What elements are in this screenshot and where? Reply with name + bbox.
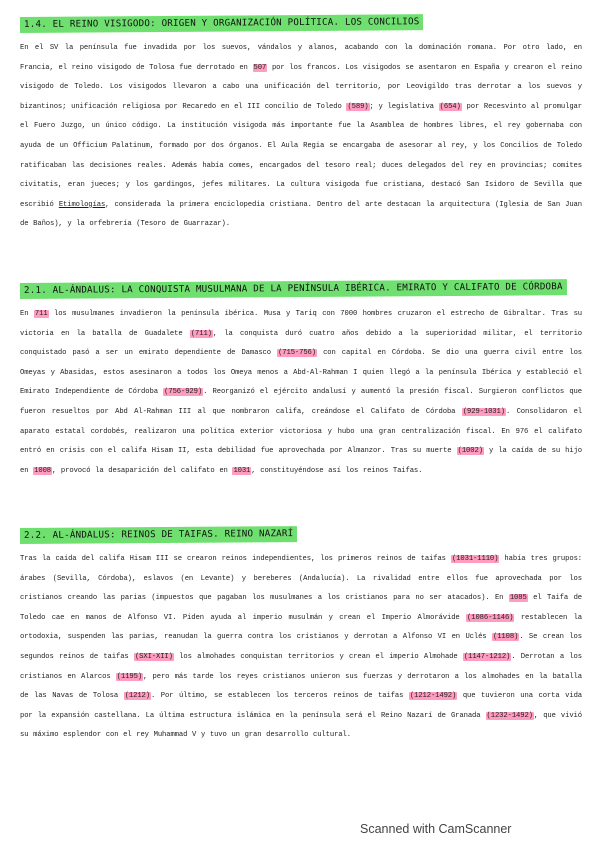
section-al-andalus-conquest	[20, 278, 582, 481]
text-run: En	[20, 310, 34, 318]
highlighted-date: (711)	[190, 329, 212, 338]
highlighted-date: (1108)	[492, 633, 519, 642]
section-heading: 2.2. AL-ÁNDALUS: REINOS DE TAIFAS. REINO NAZARÍ	[20, 526, 297, 544]
text-run: había tres grupos: árabes (Sevilla, Córdoba), eslavos (en Levante) y bereberes (Andalucía). La rivalidad entre ellos fue aprovechada por los cristianos creando las parias (impuestos que pagaban los musulmanes a los cristianos para no ser atacados). En	[20, 555, 582, 603]
text-run: , pero más tarde los reyes cristianos unieron sus fuerzas y derrotaron a los almohades en la batalla de las Navas de Tolosa	[20, 672, 582, 701]
highlighted-date: (1212)	[124, 692, 150, 701]
text-run: , provocó la desaparición del califato en	[52, 466, 233, 475]
highlighted-date: (929-1031)	[462, 407, 505, 416]
highlighted-date: (654)	[439, 102, 461, 111]
text-run: . Por último, se establecen los terceros reinos de taifas	[150, 692, 409, 701]
text-run: que tuvieron una corta vida por la expansión castellana. La última estructura islámica en la península será el Reino Nazarí de Granada	[20, 692, 582, 720]
section-body	[20, 39, 582, 235]
text-run: con capital en Córdoba. Se dio una guerra civil entre los Omeyas y Abasidas, estos asesinaron a todos los Omeya menos a Abd-Al-Rahman I quien llegó a la península Ibérica y estableció el Emirato Independiente de Córdoba	[20, 349, 583, 397]
highlighted-date: (1031-1110)	[451, 555, 499, 563]
section-heading: 1.4. EL REINO VISIGODO: ORIGEN Y ORGANIZACIÓN POLÍTICA. LOS CONCILIOS	[20, 14, 424, 33]
highlighted-date: (1147-1212)	[463, 652, 511, 661]
highlighted-date: (589)	[347, 102, 369, 111]
highlighted-date: (715-756)	[278, 349, 316, 358]
text-run: , considerada la primera enciclopedia cristiana. Dentro del arte destacan la arquitectura (Iglesia de San Juan de Baños), y la orfebrería (Tesoro de Guarrazar).	[20, 200, 582, 229]
highlighted-date: (1086-1146)	[467, 613, 514, 622]
text-run: En el SV la península fue invadida por los suevos, vándalos y alanos, acabando con la dominación romana. Por otro lado, en Francia, el reino visigodo de Tolosa fue derrotado en	[20, 44, 582, 72]
section-body	[20, 305, 582, 481]
text-run: Tras la caída del califa Hisam III se crearon reinos independientes, los primeros reinos de taifas	[20, 555, 451, 563]
highlighted-date: (756-929)	[164, 388, 203, 397]
section-body	[20, 550, 582, 746]
text-run: por Recesvinto al promulgar el Fuero Juzgo, un único código. La institución visigoda más importante fue la Asamblea de hombres libres, el rey gobernaba con ayuda de un Officium Palatinum, formado por dos órganos. El Aula Regia se encargaba de asesorar al rey, y los Concilios de Toledo ratificaban las decisiones reales. Además había comes, encargados del tesoro real; duces delegados del rey en provincias; comites civitatis, eran jueces; y los gardingos, jefes militares. La cultura visigoda fue cristiana, destacó San Isidoro de Sevilla que escribió	[20, 102, 582, 209]
highlighted-date: 507	[253, 63, 267, 72]
highlighted-date: 1008	[34, 466, 51, 475]
text-run: ; y legislativa	[369, 102, 439, 111]
section-taifas	[20, 523, 582, 746]
text-run: . Derrotan a los cristianos en Alarcos	[20, 652, 582, 681]
highlighted-date: (1212-1492)	[409, 692, 457, 701]
text-run: , la conquista duró cuatro años debido a la superioridad militar, el territorio conquistado pasó a ser un emirato dependiente de Damasco	[20, 329, 582, 358]
text-run: los almohades conquistan territorios y crean el imperio Almohade	[173, 652, 463, 661]
text-run: . Consolidaron el aparato estatal cordobés, realizaron una política exterior victoriosa y hubo una gran centralización fiscal. En 976 el califato entró en crisis con el califa Hisam II, esta debilidad fue aprovechada por Almanzor. Tras su muerte	[20, 407, 582, 456]
text-run: , que vivió su máximo esplendor con el rey Muhammad V y tuvo un gran desarrollo cultural.	[20, 711, 582, 740]
highlighted-date: (1232-1492)	[486, 711, 533, 720]
text-run: el Taifa de Toledo cae en manos de Alfonso VI. Piden ayuda al imperio musulmán y crean el Imperio Almorávide	[20, 594, 582, 622]
text-run: . Se crean los segundos reinos de taifas	[20, 633, 582, 661]
text-run: y la caída de su hijo en	[20, 447, 582, 475]
text-run: los musulmanes invadieron la península ibérica. Musa y Tariq con 7000 hombres cruzaron el estrecho de Gibraltar. Tras su victoria en la batalla de Guadalete	[20, 310, 582, 338]
section-heading: 2.1. AL-ÁNDALUS: LA CONQUISTA MUSULMANA DE LA PENÍNSULA IBÉRICA. EMIRATO Y CALIFATO DE CÓRDOBA	[20, 279, 567, 299]
text-run: por los francos. Los visigodos se asentaron en España y crearon el reino visigodo de Toledo. Los visigodos llevaron a cabo una unificación del territorio, por Leovigildo tras derrotar a los suevos y bizantinos; unificación religiosa por Recaredo en el III concilio de Toledo	[20, 63, 582, 111]
highlighted-date: (1002)	[457, 447, 483, 456]
text-run: restablecen la ortodoxia, suspenden las parias, reanudan la guerra contra los cristianos y derrotan a Alfonso VI en Uclés	[20, 613, 582, 642]
text-run: . Reorganizó el ejército andalusí y aumentó la presión fiscal. Surgieron conflictos que fueron resueltos por Abd Al-Rahman III al que nombraron califa, creándose el Califato de Córdoba	[20, 388, 582, 416]
highlighted-date: 1031	[233, 466, 251, 475]
underlined-term: Etimologías	[58, 200, 106, 209]
text-run: , constituyéndose así los reinos Taifas.	[251, 466, 423, 475]
scanner-watermark: Scanned with CamScanner	[360, 822, 512, 836]
section-visigoths	[20, 12, 582, 235]
highlighted-date: (1195)	[116, 672, 143, 681]
highlighted-date: (SXI-XII)	[134, 652, 173, 661]
highlighted-date: 1085	[509, 594, 527, 603]
highlighted-date: 711	[34, 310, 48, 318]
